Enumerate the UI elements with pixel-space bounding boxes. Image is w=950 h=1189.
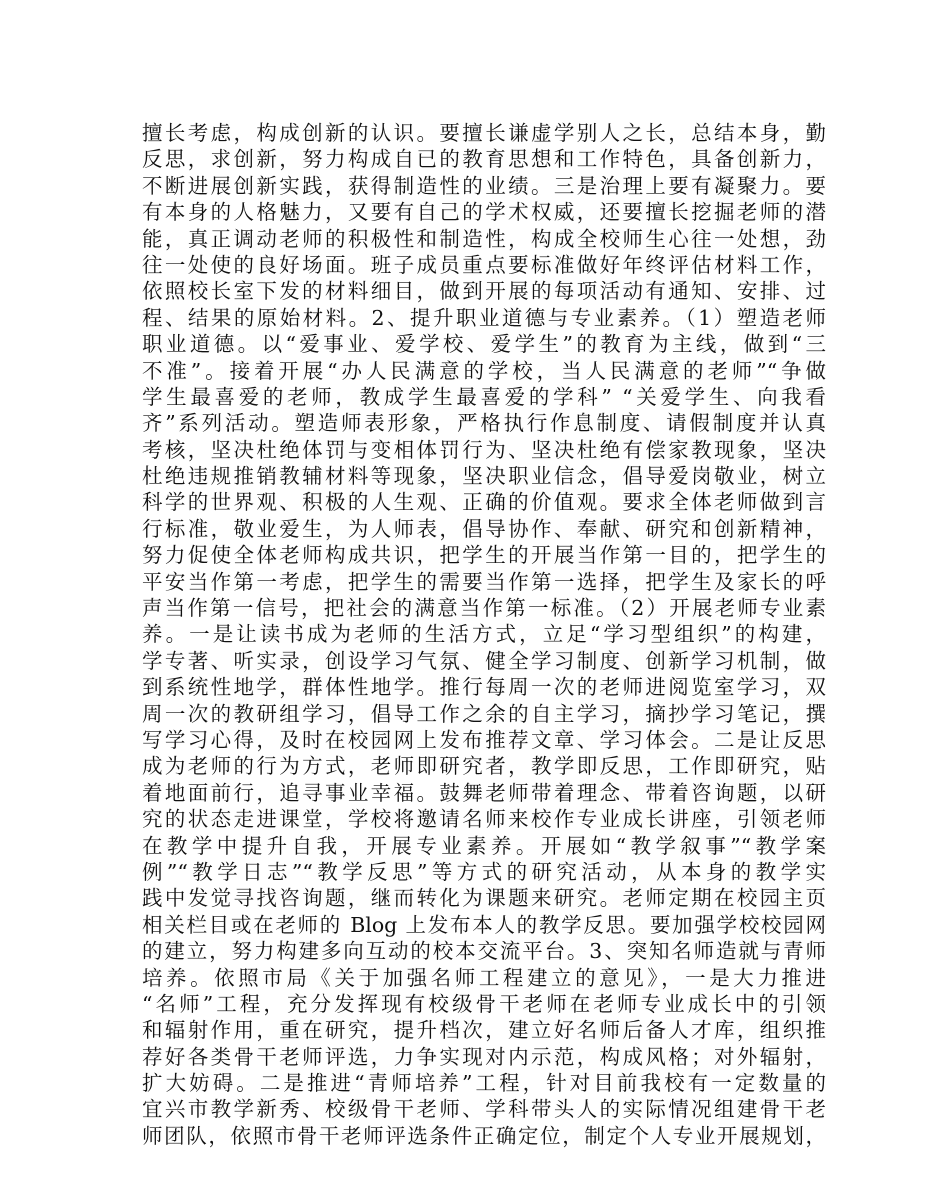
- text-line: 考核，坚决杜绝体罚与变相体罚行为、坚决杜绝有偿家教现象，坚决: [142, 437, 826, 462]
- text-line: 努力促使全体老师构成共识，把学生的开展当作第一目的，把学生的: [142, 543, 826, 568]
- text-line: 和辐射作用，重在研究，提升档次，建立好名师后备人才库，组织推: [142, 1018, 826, 1043]
- text-line: 平安当作第一考虑，把学生的需要当作第一选择，把学生及家长的呼: [142, 569, 826, 594]
- text-line: 杜绝违规推销教辅材料等现象，坚决职业信念，倡导爱岗敬业，树立: [142, 464, 826, 489]
- text-line: 周一次的教研组学习，倡导工作之余的自主学习，摘抄学习笔记，撰: [142, 701, 826, 726]
- text-line: 学生最喜爱的老师，教成学生最喜爱的学科” “关爱学生、向我看: [142, 384, 826, 409]
- text-line: 在教学中提升自我，开展专业素养。开展如“教学叙事”“教学案: [142, 833, 826, 858]
- text-line: 声当作第一信号，把社会的满意当作第一标准。（2）开展老师专业素: [142, 596, 826, 621]
- text-line: 着地面前行，追寻事业幸福。鼓舞老师带着理念、带着咨询题，以研: [142, 780, 826, 805]
- document-page: [142, 120, 826, 1149]
- text-line: “名师”工程，充分发挥现有校级骨干老师在老师专业成长中的引领: [142, 991, 826, 1016]
- text-line: 依照校长室下发的材料细目，做到开展的每项活动有通知、安排、过: [142, 279, 826, 304]
- text-line: 相关栏目或在老师的 Blog 上发布本人的教学反思。要加强学校校园网: [142, 912, 826, 937]
- text-line: 齐”系列活动。塑造师表形象，严格执行作息制度、请假制度并认真: [142, 411, 826, 436]
- text-line: 程、结果的原始材料。2、提升职业道德与专业素养。（1）塑造老师: [142, 305, 826, 330]
- text-line: 荐好各类骨干老师评选，力争实现对内示范，构成风格；对外辐射，: [142, 1044, 826, 1069]
- text-line: 不断进展创新实践，获得制造性的业绩。三是治理上要有凝聚力。要: [142, 173, 826, 198]
- text-line: 擅长考虑，构成创新的认识。要擅长谦虚学别人之长，总结本身，勤: [142, 121, 826, 145]
- text-line: 能，真正调动老师的积极性和制造性，构成全校师生心往一处想，劲: [142, 226, 826, 251]
- text-line: 职业道德。以“爱事业、爱学校、爱学生”的教育为主线，做到“三: [142, 332, 826, 357]
- text-line: 往一处使的良好场面。班子成员重点要标准做好年终评估材料工作，: [142, 252, 826, 277]
- text-line: 的建立，努力构建多向互动的校本交流平台。3、突知名师造就与青师: [142, 939, 826, 964]
- text-line: 培养。依照市局《关于加强名师工程建立的意见》，一是大力推进: [142, 965, 826, 990]
- text-line: 师团队，依照市骨干老师评选条件正确定位，制定个人专业开展规划，: [142, 1123, 826, 1148]
- text-line: 扩大妨碍。二是推进“青师培养”工程，针对目前我校有一定数量的: [142, 1071, 826, 1096]
- text-line: 反思，求创新，努力构成自已的教育思想和工作特色，具备创新力，: [142, 147, 826, 172]
- text-line: 到系统性地学，群体性地学。推行每周一次的老师进阅览室学习，双: [142, 675, 826, 700]
- text-line: 行标准，敬业爱生，为人师表，倡导协作、奉献、研究和创新精神，: [142, 516, 826, 541]
- text-line: 有本身的人格魅力，又要有自己的学术权威，还要擅长挖掘老师的潜: [142, 200, 826, 225]
- text-line: 例”“教学日志”“教学反思”等方式的研究活动，从本身的教学实: [142, 859, 826, 884]
- text-line: 养。一是让读书成为老师的生活方式，立足“学习型组织”的构建，: [142, 622, 826, 647]
- text-line: 科学的世界观、积极的人生观、正确的价值观。要求全体老师做到言: [142, 490, 826, 515]
- text-line: 宜兴市教学新秀、校级骨干老师、学科带头人的实际情况组建骨干老: [142, 1097, 826, 1122]
- text-line: 究的状态走进课堂，学校将邀请名师来校作专业成长讲座，引领老师: [142, 807, 826, 832]
- text-line: 践中发觉寻找咨询题，继而转化为课题来研究。老师定期在校园主页: [142, 886, 826, 911]
- text-line: 写学习心得，及时在校园网上发布推荐文章、学习体会。二是让反思: [142, 727, 826, 752]
- text-line: 学专著、听实录，创设学习气氛、健全学习制度、创新学习机制，做: [142, 648, 826, 673]
- text-line: 不准”。接着开展“办人民满意的学校，当人民满意的老师”“争做: [142, 358, 826, 383]
- text-line: 成为老师的行为方式，老师即研究者，教学即反思，工作即研究，贴: [142, 754, 826, 779]
